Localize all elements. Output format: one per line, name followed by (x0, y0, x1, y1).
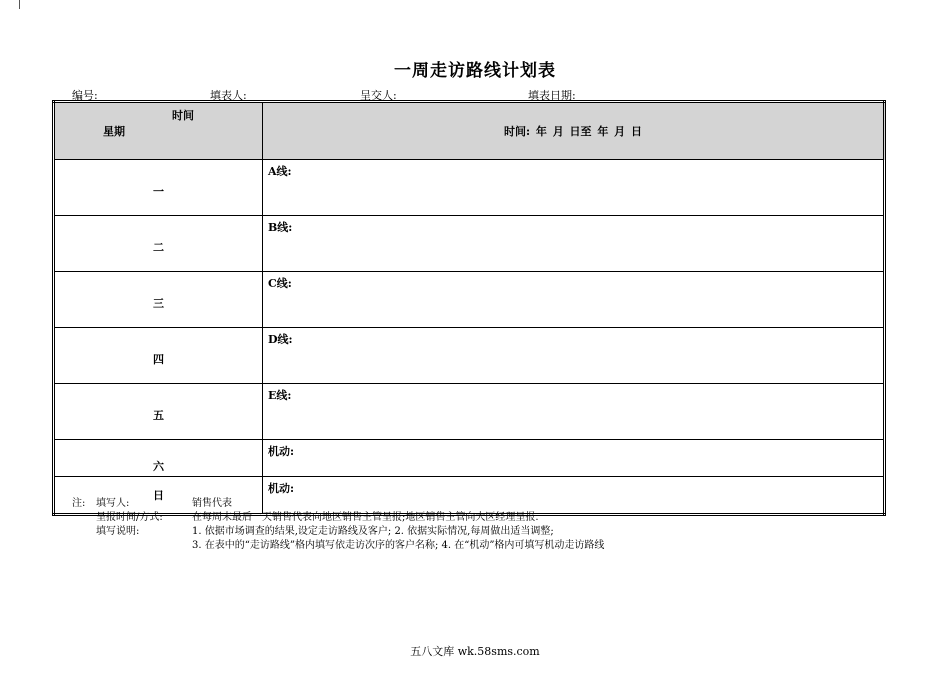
route-plan-table (52, 100, 886, 516)
notes-text: 3. 在表中的“走访路线”格内填写依走访次序的客户名称; 4. 在“机动”格内可填写机动走访路线 (192, 540, 605, 551)
page-title: 一周走访路线计划表 (394, 61, 556, 81)
notes-row (72, 497, 604, 511)
notes-row (72, 511, 604, 525)
notes-row (72, 539, 604, 553)
date-label: 填表日期: (528, 89, 576, 102)
notes-label (96, 539, 192, 553)
route-cell-e[interactable]: E线: (263, 384, 885, 440)
corner-weekday-label: 星期 (103, 125, 125, 138)
notes-row (72, 525, 604, 539)
footer-watermark: 五八文库 wk.58sms.com (410, 645, 540, 658)
notes-text: 在每周末最后一天销售代表向地区销售主管呈报;地区销售主管向大区经理呈报. (192, 512, 539, 523)
day-cell-sat: 六 (54, 440, 263, 477)
header-corner-cell (54, 102, 263, 160)
table-header-row (54, 102, 885, 160)
table-row (54, 216, 885, 272)
notes-text: 1. 依据市场调查的结果,设定走访路线及客户; 2. 依据实际情况,每周做出适当调整; (192, 526, 554, 537)
route-cell-flex-sat[interactable]: 机动: (263, 440, 885, 477)
corner-time-label: 时间 (172, 109, 194, 122)
day-cell-tue: 二 (54, 216, 263, 272)
route-cell-a[interactable]: A线: (263, 160, 885, 216)
day-cell-wed: 三 (54, 272, 263, 328)
table-row (54, 272, 885, 328)
notes-text: 销售代表 (192, 498, 232, 509)
day-cell-fri: 五 (54, 384, 263, 440)
table-row (54, 384, 885, 440)
number-label: 编号: (72, 89, 98, 102)
notes-label: 填写说明: (96, 526, 140, 537)
table-row (54, 160, 885, 216)
day-cell-mon: 一 (54, 160, 263, 216)
route-cell-d[interactable]: D线: (263, 328, 885, 384)
route-cell-c[interactable]: C线: (263, 272, 885, 328)
time-range-cell[interactable]: 时间: 年 月 日至 年 月 日 (263, 102, 885, 160)
notes-prefix: 注: (72, 498, 86, 509)
route-cell-b[interactable]: B线: (263, 216, 885, 272)
notes-label: 填写人: (96, 498, 130, 509)
notes-label: 呈报时间/方式: (96, 512, 163, 523)
table-row (54, 440, 885, 477)
submitter-label: 呈交人: (360, 89, 397, 102)
filler-label: 填表人: (210, 89, 247, 102)
day-cell-sun: 日 (54, 477, 263, 515)
table-row (54, 328, 885, 384)
route-cell-flex-sun[interactable]: 机动: (263, 477, 885, 515)
page-corner-mark (19, 0, 20, 9)
notes-section (72, 497, 604, 553)
day-cell-thu: 四 (54, 328, 263, 384)
